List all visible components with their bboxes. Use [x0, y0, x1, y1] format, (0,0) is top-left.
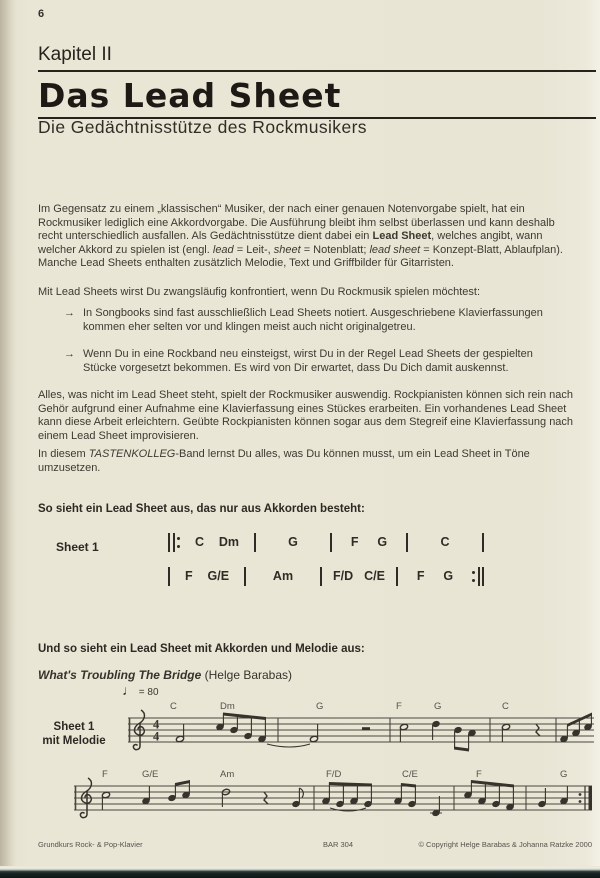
measure [256, 535, 330, 549]
chord-symbol: Am [220, 769, 235, 780]
chord-symbol: G [316, 701, 324, 712]
section-heading-with-melody: Und so sieht ein Lead Sheet mit Akkorden und Melodie aus: [38, 643, 365, 655]
melody-staff-1 [128, 698, 594, 769]
song-title: What's Troubling The Bridge [38, 668, 202, 682]
chapter-heading: Kapitel II [38, 44, 596, 72]
staff-2-svg [74, 766, 595, 832]
end-repeat-barline [472, 567, 484, 586]
paragraph-tastenkolleg: In diesem TASTENKOLLEG-Band lernst Du alles, was Du können musst, um ein Lead Sheet in Töne umzusetzen. [38, 448, 530, 474]
arrow-bullet-icon: → [64, 348, 75, 360]
barline [482, 533, 484, 552]
footer-copyright: © Copyright Helge Barabas & Johanna Ratzke 2000 [418, 840, 592, 849]
chord-symbol: F [416, 569, 425, 583]
chord-symbol: F/D [333, 569, 354, 583]
staff-1-chords [170, 701, 509, 712]
page-title: Das Lead Sheet [38, 76, 596, 119]
chord-symbol: C [170, 701, 177, 712]
begin-repeat-barline [168, 533, 180, 552]
chord-symbol: G [434, 701, 442, 712]
measure [180, 535, 254, 549]
song-title-line [38, 668, 292, 682]
chord-symbol: G [288, 535, 298, 549]
chord-symbol: G [443, 569, 454, 583]
staff-lines [128, 718, 594, 742]
chord-symbol: G/E [207, 569, 230, 583]
measure [408, 535, 482, 549]
scan-bottom-edge [0, 866, 600, 878]
melody-sheet-label [26, 720, 122, 748]
chord-symbol: C [502, 701, 509, 712]
chord-symbol: F [476, 769, 482, 780]
footer-series-title: Grundkurs Rock- & Pop-Klavier [38, 840, 143, 849]
scan-left-shadow [0, 0, 16, 878]
section-heading-chords-only: So sieht ein Lead Sheet aus, das nur aus Akkorden besteht: [38, 503, 365, 515]
page-number: 6 [38, 8, 45, 20]
bullet-item-rockband: Wenn Du in eine Rockband neu einsteigst, wirst Du in der Regel Lead Sheets der gespielten Stücke vorgesetzt bekommen. Es wird von Dir erwartet, dass Du Dich damit auskennst. [83, 348, 533, 374]
melody-sheet-label-2: mit Melodie [42, 735, 106, 747]
melody-sheet-label-1: Sheet 1 [53, 721, 95, 733]
chord-line-1 [168, 531, 498, 553]
chord-symbol: G [377, 535, 388, 549]
paragraph-auswendig: Alles, was nicht im Lead Sheet steht, spielt der Rockmusiker auswendig. Rockpianisten können sich rein nach Gehör aufgrund einer Aufnahme eine Klavierfassung eines Stückes erarbeiten. Ein vorhandenes Lead Sheet kann diese Arbeit erleichtern. Geübte Rockpianisten können sogar aus dem Stegreif eine Klavierfassung nach einem Lead Sheet improvisieren. [38, 389, 574, 442]
footer-catalog-number: BAR 304 [322, 840, 354, 849]
chord-symbol: C [194, 535, 204, 549]
staff-lines [74, 786, 592, 810]
measure [398, 569, 472, 583]
paragraph-confronted: Mit Lead Sheets wirst Du zwangsläufig konfrontiert, wenn Du Rockmusik spielen möchtest: [38, 286, 481, 298]
chord-symbol: C/E [364, 569, 385, 583]
chord-symbol: Am [272, 569, 294, 583]
chord-symbol: Dm [220, 701, 235, 712]
quarter-note-icon: ♩ [122, 682, 136, 698]
chord-sheet [168, 531, 498, 599]
staff-1-svg [128, 698, 594, 764]
arrow-bullet-icon: → [64, 307, 75, 319]
chord-symbol: F [350, 535, 359, 549]
chord-symbol: Dm [218, 535, 240, 549]
chord-symbol: C/E [402, 769, 418, 780]
measure [170, 569, 244, 583]
chord-symbol: F [396, 701, 402, 712]
time-signature-bottom: 4 [153, 729, 160, 744]
song-author: (Helge Barabas) [204, 668, 293, 682]
page-footer [38, 840, 592, 849]
chord-symbol: C [440, 535, 450, 549]
bullet-item-songbooks: In Songbooks sind fast ausschließlich Lead Sheets notiert. Ausgeschriebene Klavierfassungen kommen eher selten vor und klingen meist auch nicht originalgetreu. [83, 307, 543, 333]
measure [322, 569, 396, 583]
measure [246, 569, 320, 583]
page-subtitle: Die Gedächtnisstütze des Rockmusikers [38, 117, 367, 137]
tempo-value: = 80 [138, 687, 159, 698]
chord-sheet-label: Sheet 1 [56, 540, 99, 554]
chord-symbol: F/D [326, 769, 342, 780]
time-signature-top: 4 [153, 717, 160, 732]
chord-symbol: F [102, 769, 108, 780]
chord-symbol: F [184, 569, 193, 583]
chord-symbol: G [560, 769, 568, 780]
paragraph-intro: Im Gegensatz zu einem „klassischen“ Musiker, der nach einer genauen Notenvorgabe spielt, hat ein Rockmusiker lediglich eine Akkordvorgabe. Die Ausführung bleibt ihm selbst überlassen und kann deshalb recht unterschiedlich ausfallen. Als Gedächtnisstütze dient dabei ein Lead Sheet, welches angibt, wann welcher Akkord zu spielen ist (engl. lead = Leit-, sheet = Notenblatt; lead sheet = Konzept-Blatt, Ablaufplan). Manche Lead Sheets enthalten zusätzlich Melodie, Text und Griffbilder für Gitarristen. [38, 203, 563, 270]
measure [332, 535, 406, 549]
tempo-marking [122, 682, 159, 698]
melody-staff-2 [74, 766, 595, 837]
chord-symbol: G/E [142, 769, 159, 780]
chord-line-2 [168, 565, 498, 587]
staff-2-chords [102, 769, 567, 780]
